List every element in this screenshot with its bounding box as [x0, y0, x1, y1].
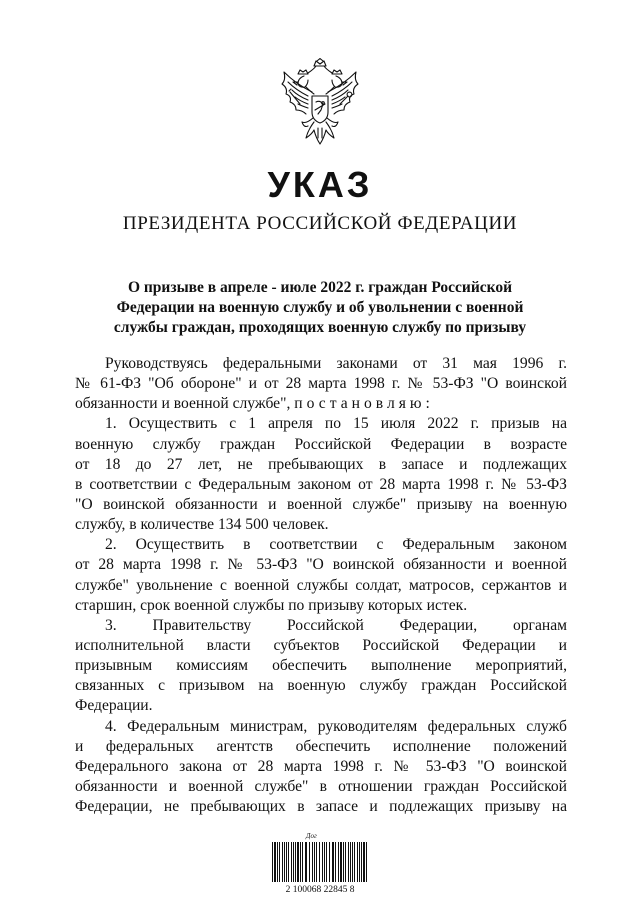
barcode-block	[268, 832, 372, 898]
barcode-bar	[366, 842, 367, 882]
barcode-bar	[288, 842, 289, 882]
barcode-bar	[286, 842, 287, 882]
barcode-bar	[295, 842, 296, 882]
barcode-bar	[329, 842, 330, 882]
paragraph-1-line: военную службу граждан Российской Федерации в возрасте	[75, 435, 567, 453]
barcode-bar	[361, 842, 362, 882]
barcode-bar	[309, 842, 310, 882]
barcode-bar	[274, 842, 276, 882]
barcode-bar	[324, 842, 325, 882]
barcode-bar	[291, 842, 292, 882]
preamble-spaced-word: постановляю:	[294, 395, 434, 413]
barcode-bar	[340, 842, 342, 882]
barcode-bar	[302, 842, 303, 882]
paragraph-1-line: "О воинской обязанности и военной службе" призыву на военную	[75, 495, 567, 513]
barcode-bar	[343, 842, 344, 882]
barcode-bar	[335, 842, 336, 882]
paragraph-3-line: 3. Правительству Российской Федерации, органам	[105, 616, 567, 634]
barcode-bar	[338, 842, 339, 882]
paragraph-1-line: службу, в количестве 134 500 человек.	[75, 516, 329, 534]
paragraph-4-line: Федерального закона от 28 марта 1998 г. № 53-ФЗ "О воинской	[75, 757, 567, 775]
barcode-bar	[354, 842, 355, 882]
barcode-bar	[352, 842, 353, 882]
paragraph-4-line: и федеральных агентств обеспечить исполнение положений	[75, 737, 567, 755]
barcode-bar	[279, 842, 280, 882]
paragraph-4-line: Федерации, не пребывающих в запасе и подлежащих призыву на	[75, 798, 567, 816]
decree-heading	[90, 278, 550, 338]
decree-title: УКАЗ	[267, 164, 373, 205]
barcode-bar	[300, 842, 301, 882]
paragraph-2-line: старшин, срок военной службы по призыву которых истек.	[75, 596, 468, 614]
paragraph-3-line: Федерации.	[75, 697, 153, 715]
barcode-bar	[359, 842, 360, 882]
double-headed-eagle-coat-of-arms-icon	[278, 58, 362, 150]
heading-line: О призыве в апреле - июле 2022 г. граждан Российской	[127, 279, 513, 296]
decree-subtitle: ПРЕЗИДЕНТА РОССИЙСКОЙ ФЕДЕРАЦИИ	[122, 213, 518, 234]
barcode-bar	[305, 842, 307, 882]
barcode-number: 2 100068 22845 8	[285, 885, 355, 895]
barcode-bar	[357, 842, 358, 882]
barcode-bar	[284, 842, 285, 882]
barcode-bar	[297, 842, 299, 882]
barcode-bar	[314, 842, 315, 882]
barcode-bar	[363, 842, 365, 882]
barcode-bar	[345, 842, 346, 882]
paragraph-4-line: 4. Федеральным министрам, руководителям федеральных служб	[105, 717, 567, 735]
decree-body	[75, 354, 567, 817]
preamble-line: Руководствуясь федеральными законами от 31 мая 1996 г.	[105, 355, 567, 372]
barcode-bar	[277, 842, 278, 882]
paragraph-1-line: в соответствии с Федеральным законом от 28 марта 1998 г. № 53-ФЗ	[75, 475, 567, 493]
barcode-bar	[350, 842, 351, 882]
paragraph-2-line: службе" увольнение с военной службы солдат, матросов, сержантов и	[75, 576, 567, 594]
barcode-bar	[332, 842, 334, 882]
paragraph-1-line: от 18 до 27 лет, не пребывающих в запасе и подлежащих	[75, 455, 567, 473]
barcode-bar	[282, 842, 283, 882]
paragraph-2-line: от 28 марта 1998 г. № 53-ФЗ "О воинской обязанности и военной	[75, 556, 567, 574]
paragraph-1-line: 1. Осуществить с 1 апреля по 15 июля 2022 г. призыв на	[105, 415, 567, 433]
heading-line: Федерации на военную службу и об увольнении с военной	[116, 299, 524, 316]
heading-line: службы граждан, проходящих военную службу по призыву	[113, 319, 527, 336]
barcode-bar	[293, 842, 294, 882]
paragraph-4-line: обязанности и военной службе" в отношении граждан Российской	[75, 777, 567, 795]
coat-of-arms-emblem	[278, 58, 362, 150]
paragraph-3-line: исполнительной власти субъектов Российской Федерации и	[75, 636, 567, 654]
preamble-line-start: обязанности и военной службе",	[75, 395, 291, 413]
barcode-handwritten-mark: Дог	[306, 832, 317, 840]
barcode-bar	[348, 842, 349, 882]
barcode-bar	[322, 842, 323, 882]
preamble-line	[75, 394, 567, 414]
barcode-bar	[326, 842, 327, 882]
paragraph-3-line: призывным комиссиям обеспечить выполнение мероприятий,	[75, 657, 567, 675]
paragraph-2-line: 2. Осуществить в соответствии с Федеральным законом	[105, 536, 567, 554]
barcode-bar	[319, 842, 320, 882]
paragraph-3-line: связанных с призывом на военную службу граждан Российской	[75, 677, 567, 695]
barcode-bar	[272, 842, 273, 882]
barcode-icon	[272, 842, 368, 882]
preamble-line: № 61-ФЗ "Об обороне" и от 28 марта 1998 г. № 53-ФЗ "О воинской	[75, 375, 567, 393]
barcode-bar	[316, 842, 317, 882]
barcode-bar	[312, 842, 313, 882]
